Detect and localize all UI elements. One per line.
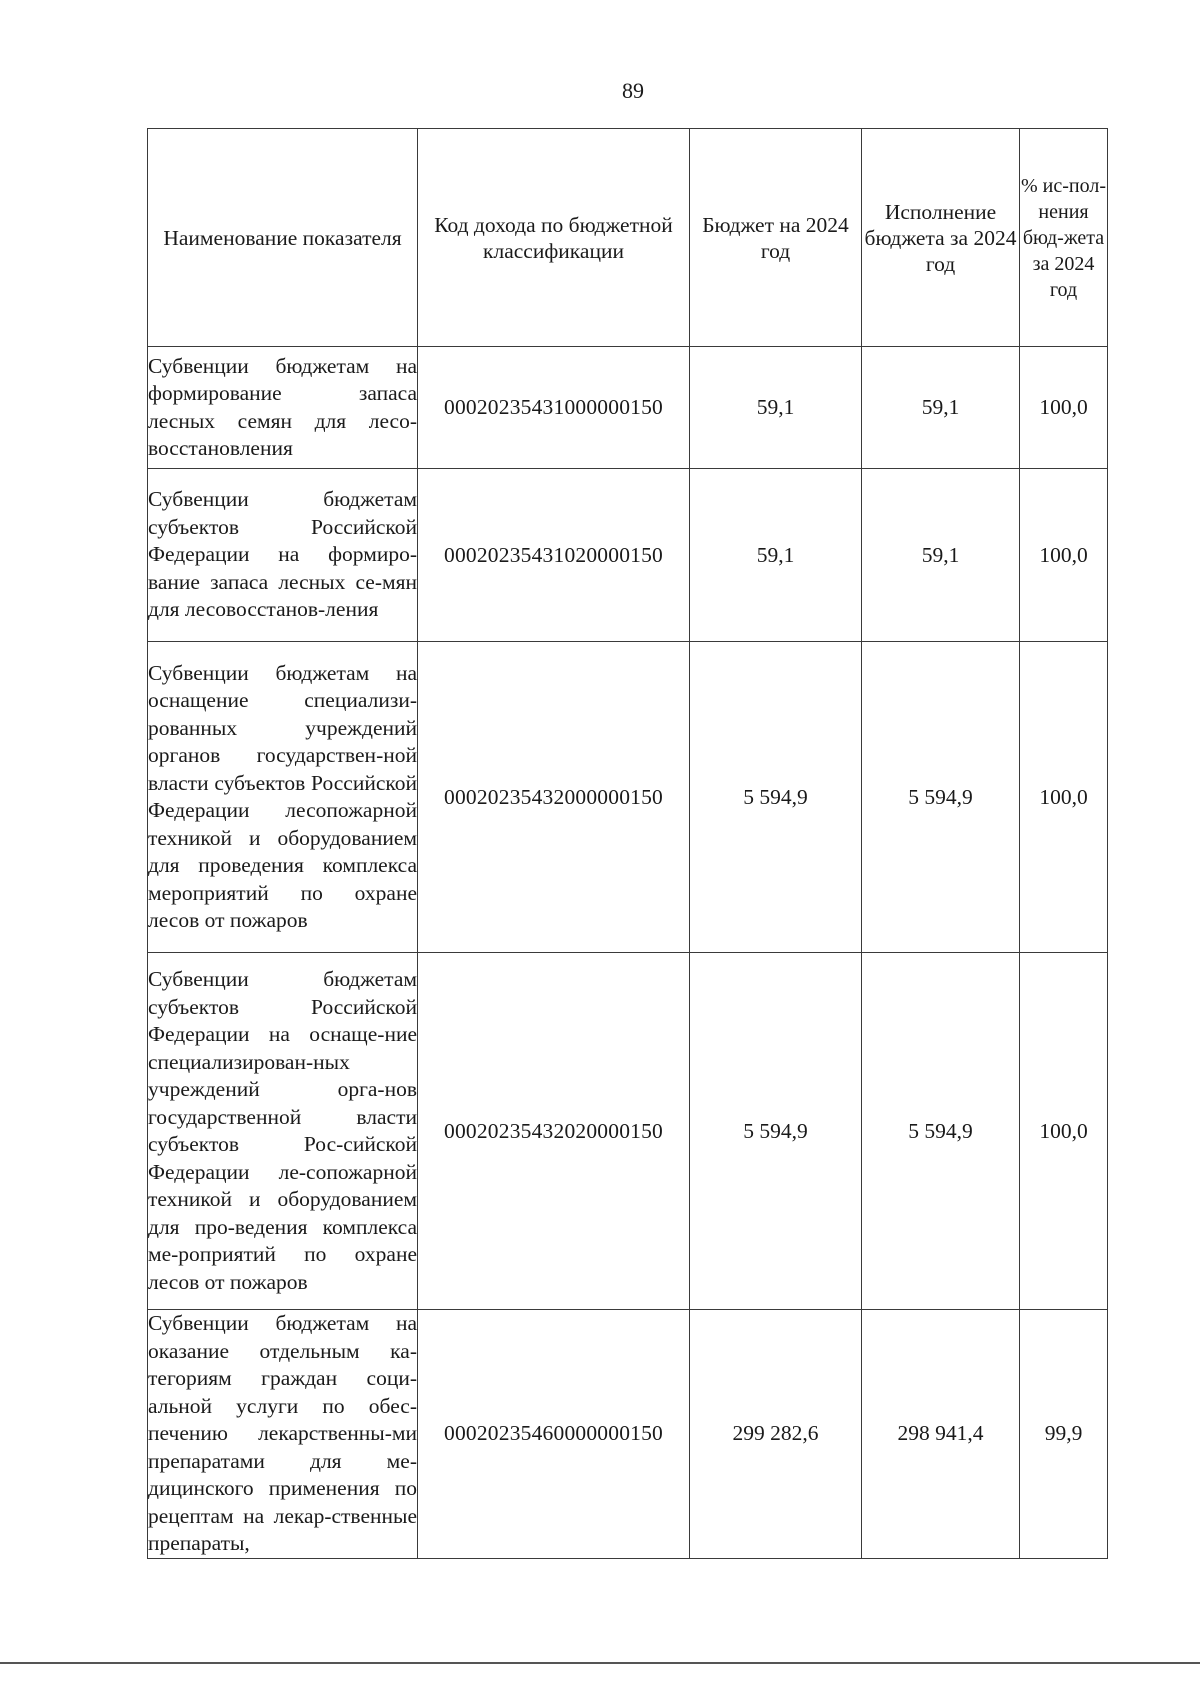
budget-table bbox=[147, 128, 1108, 1559]
table-row bbox=[148, 1310, 1108, 1559]
row-percent: 100,0 bbox=[1020, 642, 1108, 953]
row-percent: 100,0 bbox=[1020, 953, 1108, 1310]
row-budget: 299 282,6 bbox=[690, 1310, 862, 1559]
row-name: Субвенции бюджетам на оснащение специализи-рованных учреждений органов государствен-ной власти субъектов Российской Федерации лесопожарной техникой и оборудованием для проведения комплекса мероприятий по охране лесов от пожаров bbox=[148, 642, 418, 953]
row-name: Субвенции бюджетам субъектов Российской Федерации на оснаще-ние специализирован-ных учреждений орга-нов государственной власти субъектов Рос-сийской Федерации ле-сопожарной техникой и оборудованием для про-ведения комплекса ме-роприятий по охране лесов от пожаров bbox=[148, 953, 418, 1310]
row-percent: 100,0 bbox=[1020, 469, 1108, 642]
table-row bbox=[148, 953, 1108, 1310]
row-execution: 59,1 bbox=[862, 347, 1020, 469]
header-code: Код дохода по бюджетной классификации bbox=[418, 129, 690, 347]
table-row bbox=[148, 347, 1108, 469]
page-number: 89 bbox=[622, 78, 644, 103]
row-name: Субвенции бюджетам на формирование запаса лесных семян для лесо-восстановления bbox=[148, 347, 418, 469]
page-bottom-rule bbox=[0, 1662, 1200, 1664]
row-execution: 298 941,4 bbox=[862, 1310, 1020, 1559]
row-budget: 59,1 bbox=[690, 469, 862, 642]
row-budget: 5 594,9 bbox=[690, 953, 862, 1310]
row-percent: 99,9 bbox=[1020, 1310, 1108, 1559]
row-budget: 5 594,9 bbox=[690, 642, 862, 953]
row-name: Субвенции бюджетам субъектов Российской Федерации на формиро-вание запаса лесных се-мян для лесовосстанов-ления bbox=[148, 469, 418, 642]
row-execution: 59,1 bbox=[862, 469, 1020, 642]
header-execution: Исполнение бюджета за 2024 год bbox=[862, 129, 1020, 347]
row-code: 00020235460000000150 bbox=[418, 1310, 690, 1559]
row-name: Субвенции бюджетам на оказание отдельным ка-тегориям граждан соци-альной услуги по обес-печению лекарственны-ми препаратами для ме-дицинского применения по рецептам на лекар-ственные препараты, bbox=[148, 1310, 418, 1559]
row-execution: 5 594,9 bbox=[862, 953, 1020, 1310]
row-code: 00020235432000000150 bbox=[418, 642, 690, 953]
table-header-row bbox=[148, 129, 1108, 347]
header-percent: % ис-пол-нения бюд-жета за 2024 год bbox=[1020, 129, 1108, 347]
row-budget: 59,1 bbox=[690, 347, 862, 469]
row-execution: 5 594,9 bbox=[862, 642, 1020, 953]
header-name: Наименование показателя bbox=[148, 129, 418, 347]
row-percent: 100,0 bbox=[1020, 347, 1108, 469]
header-budget: Бюджет на 2024 год bbox=[690, 129, 862, 347]
table-row bbox=[148, 642, 1108, 953]
row-code: 00020235432020000150 bbox=[418, 953, 690, 1310]
row-code: 00020235431000000150 bbox=[418, 347, 690, 469]
row-code: 00020235431020000150 bbox=[418, 469, 690, 642]
table-row bbox=[148, 469, 1108, 642]
